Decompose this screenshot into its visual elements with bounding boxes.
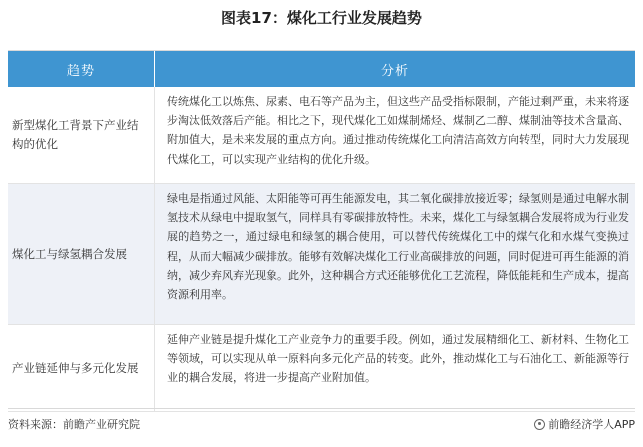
trend-cell: 新型煤化工背景下产业结构的优化 — [8, 87, 155, 183]
header-analysis: 分析 — [380, 63, 409, 79]
trend-table — [8, 50, 635, 412]
footer-divider — [8, 408, 635, 409]
table-row — [8, 87, 635, 184]
table-header — [8, 51, 635, 87]
brand-label: 前瞻经济学人APP — [548, 418, 635, 431]
analysis-cell: 传统煤化工以炼焦、尿素、电石等产品为主，但这些产品受指标限制，产能过剩严重，未来将逐步淘汰低效落后产能。相比之下，现代煤化工如煤制烯烃、煤制乙二醇、煤制油等技术含量高、附加值大，是未来发展的重点方向。通过推动传统煤化工向清洁高效方向转型，同时大力发展现代煤化工，可以实现产业结构的优化升级。 — [167, 95, 629, 166]
trend-cell: 煤化工与绿氢耦合发展 — [8, 184, 155, 324]
trend-cell: 产业链延伸与多元化发展 — [8, 325, 155, 411]
analysis-cell: 延伸产业链是提升煤化工产业竞争力的重要手段。例如，通过发展精细化工、新材料、生物化工等领域，可以实现从单一原料向多元化产品的转变。此外，推动煤化工与石油化工、新能源等行业的耦合发展，将进一步提高产业附加值。 — [167, 333, 629, 385]
chart-title: 图表17：煤化工行业发展趋势 — [221, 9, 422, 27]
header-trend: 趋势 — [8, 51, 155, 87]
brand — [534, 416, 635, 432]
footer — [8, 414, 635, 434]
table-row — [8, 184, 635, 325]
table-row — [8, 325, 635, 412]
brand-logo-icon — [534, 419, 545, 430]
source-note: 资料来源：前瞻产业研究院 — [8, 418, 140, 431]
analysis-cell: 绿电是指通过风能、太阳能等可再生能源发电，其二氧化碳排放接近零；绿氢则是通过电解水制氢技术从绿电中提取氢气，同样具有零碳排放特性。未来，煤化工与绿氢耦合发展将成为行业发展的趋势之一，通过绿电和绿氢的耦合使用，可以替代传统煤化工中的煤气化和水煤气变换过程，从而大幅减少碳排放。能够有效解决煤化工行业高碳排放的问题，同时促进可再生能源的消纳，减少弃风弃光现象。此外，这种耦合方式还能够优化工艺流程，降低能耗和生产成本，提高资源利用率。 — [167, 192, 629, 302]
